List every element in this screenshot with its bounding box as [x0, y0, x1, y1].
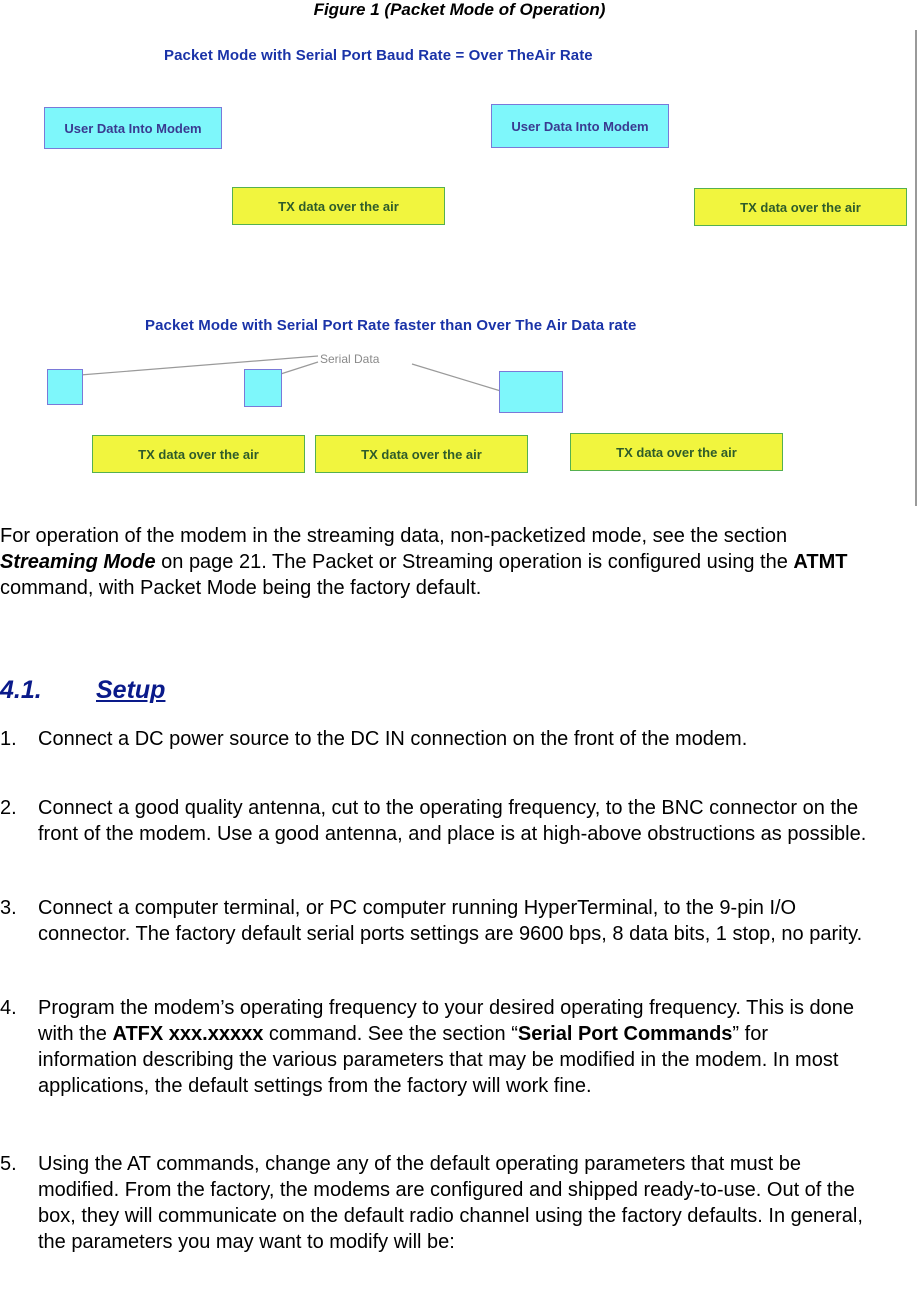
step-4-text-c: command. See the section “ — [263, 1023, 518, 1045]
step-text: Connect a good quality antenna, cut to the operating frequency, to the BNC connector on the front of the modem. Use a good antenna, and place is at high-above obstructions as possible. — [38, 797, 867, 845]
step-3 — [0, 895, 870, 947]
streaming-mode-link: Streaming Mode — [0, 551, 156, 573]
para-text-1: For operation of the modem in the streaming data, non-packetized mode, see the section — [0, 525, 788, 547]
para-text-3: command, with Packet Mode being the factory default. — [0, 577, 482, 599]
user-data-box-1: User Data Into Modem — [44, 107, 222, 149]
tx-box-3: TX data over the air — [92, 435, 305, 473]
step-text: Connect a computer terminal, or PC computer running HyperTerminal, to the 9-pin I/O connector. The factory default serial ports settings are 9600 bps, 8 data bits, 1 stop, no parity. — [38, 897, 863, 945]
step-number: 4. — [0, 997, 17, 1019]
step-number: 3. — [0, 897, 17, 919]
section-title: Setup — [96, 676, 166, 704]
step-4-text-d: ” for information describing the various parameters that may be modified in the modem. In most applications, the default settings from the factory will work fine. — [38, 1023, 839, 1097]
step-text: Connect a DC power source to the DC IN connection on the front of the modem. — [38, 728, 748, 750]
serial-data-label: Serial Data — [320, 352, 380, 366]
tx-box-2: TX data over the air — [694, 188, 907, 226]
step-number: 2. — [0, 797, 17, 819]
tx-box-4: TX data over the air — [315, 435, 528, 473]
step-4-text-a: Program the modem’s operating frequency to your desired operating frequency. This is done with the — [38, 997, 855, 1045]
serial-port-commands-link: Serial Port Commands — [517, 1023, 733, 1045]
step-number: 5. — [0, 1153, 17, 1175]
section-number: 4.1. — [0, 676, 42, 704]
step-text — [38, 995, 870, 1099]
serial-packet-box-3 — [499, 371, 563, 413]
tx-box-1: TX data over the air — [232, 187, 445, 225]
page-edge-divider — [915, 30, 917, 506]
atfx-command: ATFX xxx.xxxxx — [112, 1023, 264, 1045]
step-2 — [0, 795, 870, 847]
step-1 — [0, 726, 870, 752]
step-text: Using the AT commands, change any of the default operating parameters that must be modified. From the factory, the modems are configured and shipped ready-to-use. Out of the box, they will communicate on the default radio channel using the factory defaults. In general, the parameters you may want to modify will be: — [38, 1153, 863, 1253]
packet-mode-figure — [0, 28, 919, 508]
intro-paragraph — [0, 523, 860, 601]
atmt-command: ATMT — [793, 551, 848, 573]
figure-caption: Figure 1 (Packet Mode of Operation) — [313, 0, 606, 19]
step-number: 1. — [0, 728, 17, 750]
section-heading — [0, 676, 165, 705]
para-text-2: on page 21. The Packet or Streaming operation is configured using the — [155, 551, 794, 573]
figure-top-title: Packet Mode with Serial Port Baud Rate = Over TheAir Rate — [164, 47, 593, 64]
step-5 — [0, 1151, 870, 1255]
user-data-box-2: User Data Into Modem — [491, 104, 669, 148]
tx-box-5: TX data over the air — [570, 433, 783, 471]
step-4 — [0, 995, 870, 1099]
serial-packet-box-2 — [244, 369, 282, 407]
serial-packet-box-1 — [47, 369, 83, 405]
figure-bottom-title: Packet Mode with Serial Port Rate faster than Over The Air Data rate — [145, 317, 637, 334]
